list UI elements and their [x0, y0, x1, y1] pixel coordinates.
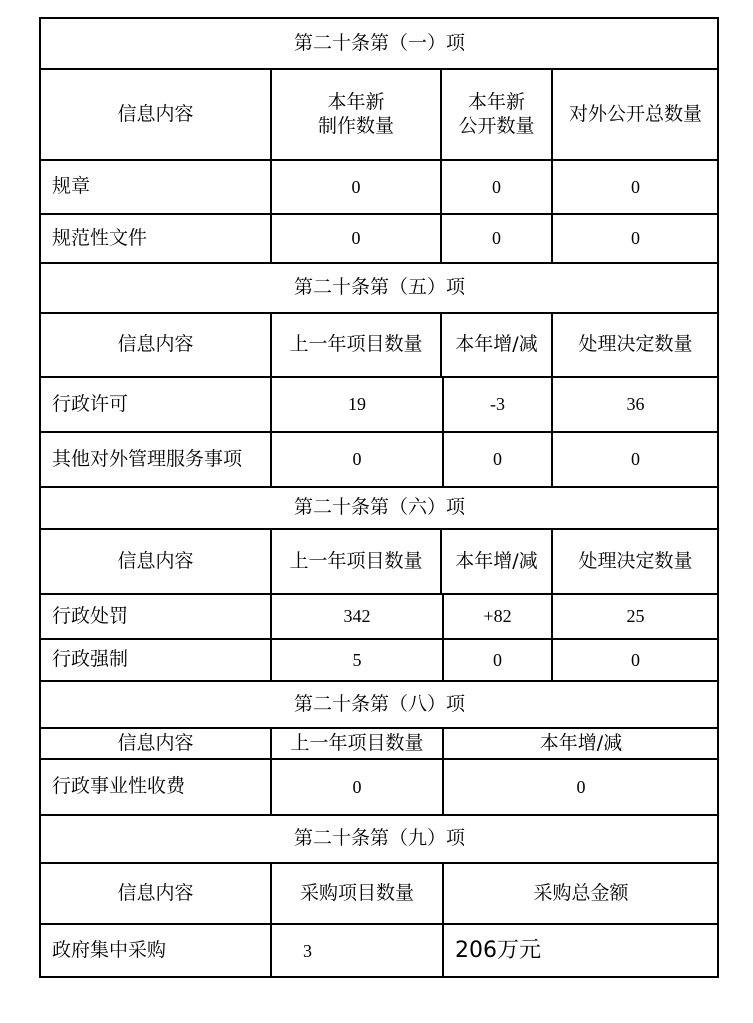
cell-value: 0 — [631, 649, 640, 670]
grid-line — [40, 638, 719, 640]
cell-value: 0 — [631, 176, 640, 197]
grid-line — [40, 486, 719, 488]
cell-value: 0 — [492, 176, 501, 197]
cell-value: 0 — [493, 649, 502, 670]
cell-value: 36 — [626, 394, 645, 415]
grid-line — [270, 862, 272, 978]
grid-line — [40, 68, 719, 70]
cell-value: 0 — [631, 449, 640, 470]
grid-line — [40, 312, 719, 314]
grid-line — [40, 262, 719, 264]
cell-value: 206万元 — [455, 938, 541, 964]
section-title-9: 第二十条第（九）项 — [293, 827, 465, 850]
header-info-content: 信息内容 — [117, 881, 194, 904]
grid-line — [40, 593, 719, 595]
grid-line — [40, 528, 719, 530]
grid-line — [717, 17, 719, 978]
cell-value: -3 — [490, 394, 505, 415]
grid-line — [442, 862, 444, 978]
row-label-other-services: 其他对外管理服务事项 — [52, 447, 243, 470]
grid-line — [40, 17, 719, 19]
grid-line — [442, 593, 444, 682]
cell-value: 0 — [631, 228, 640, 249]
cell-value: 0 — [352, 449, 362, 470]
grid-line — [440, 68, 442, 264]
header-year-change: 本年增/减 — [455, 549, 538, 572]
header-year-change: 本年增/减 — [455, 333, 538, 356]
grid-line — [270, 528, 272, 682]
grid-line — [40, 431, 719, 433]
header-new-published: 本年新 公开数量 — [458, 90, 535, 137]
row-label-government-procurement: 政府集中采购 — [52, 939, 167, 962]
grid-line — [551, 312, 553, 488]
grid-line — [442, 727, 444, 816]
row-label-administrative-fees: 行政事业性收费 — [52, 775, 186, 798]
grid-line — [270, 727, 272, 816]
grid-line — [440, 312, 442, 378]
grid-line — [39, 17, 41, 978]
grid-line — [40, 814, 719, 816]
header-previous-year-count: 上一年项目数量 — [290, 731, 424, 754]
row-label-normative-documents: 规范性文件 — [52, 226, 148, 249]
grid-line — [270, 312, 272, 488]
grid-line — [40, 727, 719, 729]
section-title-8: 第二十条第（八）项 — [293, 692, 465, 715]
grid-line — [40, 159, 719, 161]
header-decision-count: 处理决定数量 — [578, 549, 693, 572]
disclosure-table — [40, 18, 719, 978]
cell-value: 0 — [351, 228, 361, 249]
cell-value: 19 — [348, 394, 366, 415]
cell-value: 0 — [492, 228, 501, 249]
cell-value: 0 — [351, 176, 361, 197]
grid-line — [551, 528, 553, 682]
grid-line — [40, 680, 719, 682]
grid-line — [442, 376, 444, 488]
cell-value: +82 — [483, 606, 512, 627]
row-label-administrative-enforcement: 行政强制 — [52, 648, 129, 671]
header-procurement-total: 采购总金额 — [533, 881, 629, 904]
cell-value: 5 — [352, 649, 362, 670]
header-info-content: 信息内容 — [117, 333, 194, 356]
header-info-content: 信息内容 — [117, 731, 194, 754]
header-info-content: 信息内容 — [117, 102, 194, 125]
cell-value: 0 — [576, 776, 586, 797]
cell-value: 25 — [626, 606, 645, 627]
header-procurement-count: 采购项目数量 — [299, 881, 414, 904]
header-new-produced: 本年新 制作数量 — [317, 90, 394, 137]
cell-value: 0 — [493, 449, 502, 470]
header-total-published: 对外公开总数量 — [568, 102, 702, 125]
row-label-regulations: 规章 — [52, 175, 91, 198]
section-title-5: 第二十条第（五）项 — [293, 276, 465, 299]
grid-line — [40, 862, 719, 864]
row-label-administrative-license: 行政许可 — [52, 392, 129, 415]
header-previous-year-count: 上一年项目数量 — [289, 333, 423, 356]
grid-line — [40, 976, 719, 978]
grid-line — [40, 923, 719, 925]
header-year-change: 本年增/减 — [539, 731, 623, 754]
grid-line — [40, 213, 719, 215]
grid-line — [551, 68, 553, 264]
grid-line — [440, 528, 442, 595]
header-info-content: 信息内容 — [117, 549, 194, 572]
grid-line — [270, 68, 272, 264]
section-title-1: 第二十条第（一）项 — [293, 31, 465, 54]
cell-value: 0 — [352, 776, 362, 797]
row-label-administrative-penalty: 行政处罚 — [52, 604, 129, 627]
grid-line — [40, 758, 719, 760]
section-title-6: 第二十条第（六）项 — [293, 496, 465, 519]
cell-value: 3 — [303, 940, 312, 961]
header-decision-count: 处理决定数量 — [578, 333, 693, 356]
cell-value: 342 — [343, 606, 371, 627]
header-previous-year-count: 上一年项目数量 — [289, 549, 423, 572]
grid-line — [40, 376, 719, 378]
